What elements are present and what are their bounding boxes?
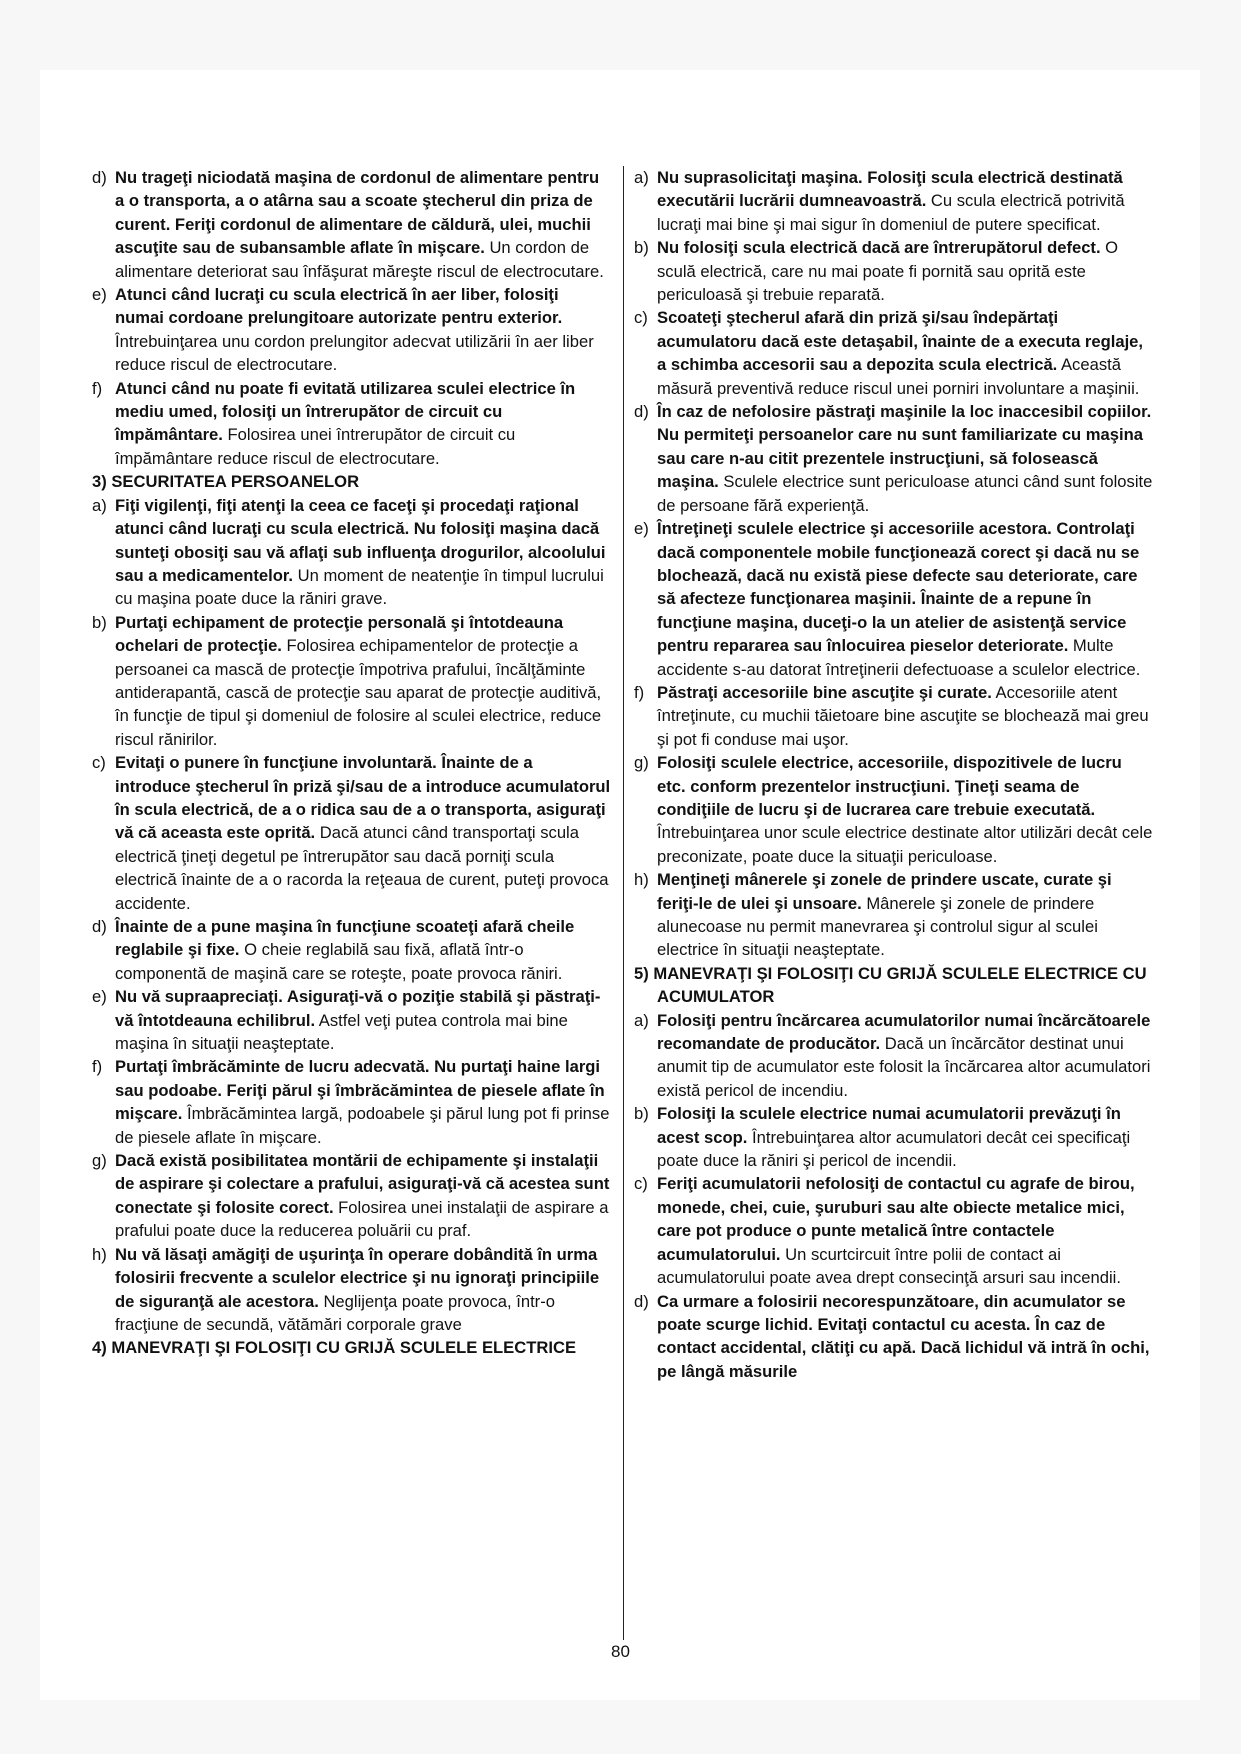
section-heading: 3) SECURITATEA PERSOANELOR bbox=[92, 472, 360, 492]
list-item: c) Scoateţi ştecherul afară din priză şi/sau îndepărtaţi acumulatoru dacă este detaşabil, înainte de a executa reglaje, a schimba accesorii sau a depozita scula electrică. Această măsură preventivă reduce riscul unei porniri involuntare a maşinii. bbox=[634, 308, 1144, 398]
list-item: a) Fiţi vigilenţi, fiţi atenţi la ceea ce faceţi şi procedaţi raţional atunci când lucraţi cu scula electrică. Nu folosiţi maşina dacă sunteţi obosiţi sau vă aflaţi sub influenţa drogurilor, alcoolului sau a medicamentelor. Un moment de neatenţie în timpul lucrului cu maşina poate duce la răniri grave. bbox=[92, 495, 606, 609]
list-item: a) Folosiţi pentru încărcarea acumulatorilor numai încărcătoarele recomandate de producător. Dacă un încărcător destinat unui anumit tip de acumulator este folosit la încărcarea altor acumulatori există pericol de incendiu. bbox=[634, 1010, 1151, 1100]
page-number: 80 bbox=[611, 1642, 630, 1661]
list-item: g) Dacă există posibilitatea montării de echipamente şi instalaţii de aspirare şi colectare a prafului, asiguraţi-vă că acestea sunt conectate şi folosite corect. Folosirea unei instalaţii de aspirare a prafului poate duce la reducerea poluării cu praf. bbox=[92, 1151, 610, 1241]
column-divider bbox=[623, 166, 624, 1640]
list-item: c) Feriţi acumulatorii nefolosiţi de contactul cu agrafe de birou, monede, chei, cuie, şuruburi sau alte obiecte metalice mici, care pot produce o punte metalică între contactele acumulatorului. Un scurtcircuit între polii de contact ai acumulatorului poate avea drept consecinţă arsuri sau incendii. bbox=[634, 1174, 1135, 1288]
list-item: d) Înainte de a pune maşina în funcţiune scoateţi afară cheile reglabile şi fixe. O cheie reglabilă sau fixă, aflată într-o componentă de maşină care se roteşte, poate provoca răniri. bbox=[92, 917, 575, 983]
section-heading: 4) MANEVRAŢI ŞI FOLOSIŢI CU GRIJĂ SCULELE ELECTRICE bbox=[92, 1338, 577, 1358]
list-item: f) Atunci când nu poate fi evitată utilizarea sculei electrice în mediu umed, folosiţi un întrerupător de circuit cu împământare. Folosirea unei întrerupător de circuit cu împământare reduce riscul de electrocutare. bbox=[92, 378, 576, 468]
list-item: e) Întreţineţi sculele electrice şi accesoriile acestora. Controlaţi dacă componentele mobile funcţionează corect şi dacă nu se blochează, dacă nu există piese defecte sau deteriorate, care să afecteze funcţionarea maşinii. Înainte de a repune în funcţiune maşina, duceţi-o la un atelier de asistenţă service pentru repararea sau înlocuirea pieselor deteriorate. Multe accidente s-au datorat întreţinerii defectuoase a sculelor electrice. bbox=[634, 519, 1141, 679]
list-item: f) Purtaţi îmbrăcăminte de lucru adecvată. Nu purtaţi haine largi sau podoabe. Feriţi părul şi îmbrăcămintea de piesele aflate în mişcare. Îmbrăcămintea largă, podoabele şi părul lung pot fi prinse de piesele aflate în mişcare. bbox=[92, 1057, 610, 1147]
list-item: b) Nu folosiţi scula electrică dacă are întrerupătorul defect. O sculă electrică, care nu mai poate fi pornită sau oprită este periculoasă şi trebuie reparată. bbox=[634, 238, 1119, 305]
left-column bbox=[92, 166, 612, 1360]
list-item: e) Nu vă supraapreciaţi. Asiguraţi-vă o poziţie stabilă şi păstraţi-vă întotdeauna echilibrul. Astfel veţi putea controla mai bine maşina în situaţii neaşteptate. bbox=[92, 987, 601, 1054]
list-item: d) În caz de nefolosire păstraţi maşinile la loc inaccesibil copiilor. Nu permiteţi persoanelor care nu sunt familiarizate cu maşina sau care n-au citit prezentele instrucţiuni, să folosească maşina. Sculele electrice sunt periculoase atunci când sunt folosite de persoane fără experienţă. bbox=[634, 402, 1153, 515]
list-item: c) Evitaţi o punere în funcţiune involuntară. Înainte de a introduce ştecherul în priză şi/sau de a introduce acumulatorul în scula electrică, de a o ridica sau de a o transporta, asiguraţi vă că aceasta este oprită. Dacă atunci când transportaţi scula electrică ţineţi degetul pe întrerupător sau dacă porniţi scula electrică înainte de a o racorda la reţeaua de curent, puteţi provoca accidente. bbox=[92, 753, 611, 913]
list-item: h) Nu vă lăsaţi amăgiţi de uşurinţa în operare dobândită în urma folosirii frecvente a sculelor electrice şi nu ignoraţi principiile de siguranţă ale acestora. Neglijenţa poate provoca, într-o fracţiune de secundă, vătămări corporale grave bbox=[92, 1244, 600, 1334]
list-item: f) Păstraţi accesoriile bine ascuţite şi curate. Accesoriile atent întreţinute, cu muchii tăietoare bine ascuţite se blochează mai greu şi pot fi conduse mai uşor. bbox=[634, 682, 1149, 749]
list-item: b) Folosiţi la sculele electrice numai acumulatorii prevăzuţi în acest scop. Întrebuinţarea altor acumulatori decât cei specificaţi poate duce la răniri şi pericol de incendii. bbox=[634, 1104, 1131, 1171]
list-item: g) Folosiţi sculele electrice, accesoriile, dispozitivele de lucru etc. conform prezentelor instrucţiuni. Ţineţi seama de condiţiile de lucru şi de lucrarea care trebuie executată. Întrebuinţarea unor scule electrice destinate altor utilizări decât cele preconizate, poate duce la situaţii periculoase. bbox=[634, 753, 1153, 866]
section-heading: 5) MANEVRAŢI ŞI FOLOSIŢI CU GRIJĂ SCULELE ELECTRICE CU ACUMULATOR bbox=[634, 963, 1147, 1007]
list-item: d) Nu trageţi niciodată maşina de cordonul de alimentare pentru a o transporta, a o atârna sau a scoate ştecherul din priza de curent. Feriţi cordonul de alimentare de căldură, ulei, muchii ascuţite sau de subansamble aflate în mişcare. Un cordon de alimentare deteriorat sau înfăşurat măreşte riscul de electrocutare. bbox=[92, 168, 604, 281]
list-item: e) Atunci când lucraţi cu scula electrică în aer liber, folosiţi numai cordoane prelungitoare autorizate pentru exterior. Întrebuinţarea unu cordon prelungitor adecvat utilizării în aer liber reduce riscul de electrocutare. bbox=[92, 285, 594, 375]
right-column bbox=[634, 166, 1154, 1383]
list-item: a) Nu suprasolicitaţi maşina. Folosiţi scula electrică destinată executării lucrării dumneavoastră. Cu scula electrică potrivită lucraţi mai bine şi mai sigur în domeniul de putere specificat. bbox=[634, 168, 1125, 234]
list-item: b) Purtaţi echipament de protecţie personală şi întotdeauna ochelari de protecţie. Folosirea echipamentelor de protecţie a persoanei ca mască de protecţie împotriva prafului, încălţăminte antiderapantă, cască de protecţie sau aparat de protecţie auditivă, în funcţie de tipul şi domeniul de folosire al sculei electrice, reduce riscul rănirilor. bbox=[92, 612, 602, 749]
list-item: d) Ca urmare a folosirii necorespunzătoare, din acumulator se poate scurge lichid. Evitaţi contactul cu acesta. În caz de contact accidental, clătiţi cu apă. Dacă lichidul vă intră în ochi, pe lângă măsurile bbox=[634, 1291, 1150, 1381]
list-item: h) Menţineţi mânerele şi zonele de prindere uscate, curate şi feriţi-le de ulei şi unsoare. Mânerele şi zonele de prindere alunecoase nu permit manevrarea şi controlul sigur al sculei electrice în situaţii neaşteptate. bbox=[634, 870, 1112, 960]
